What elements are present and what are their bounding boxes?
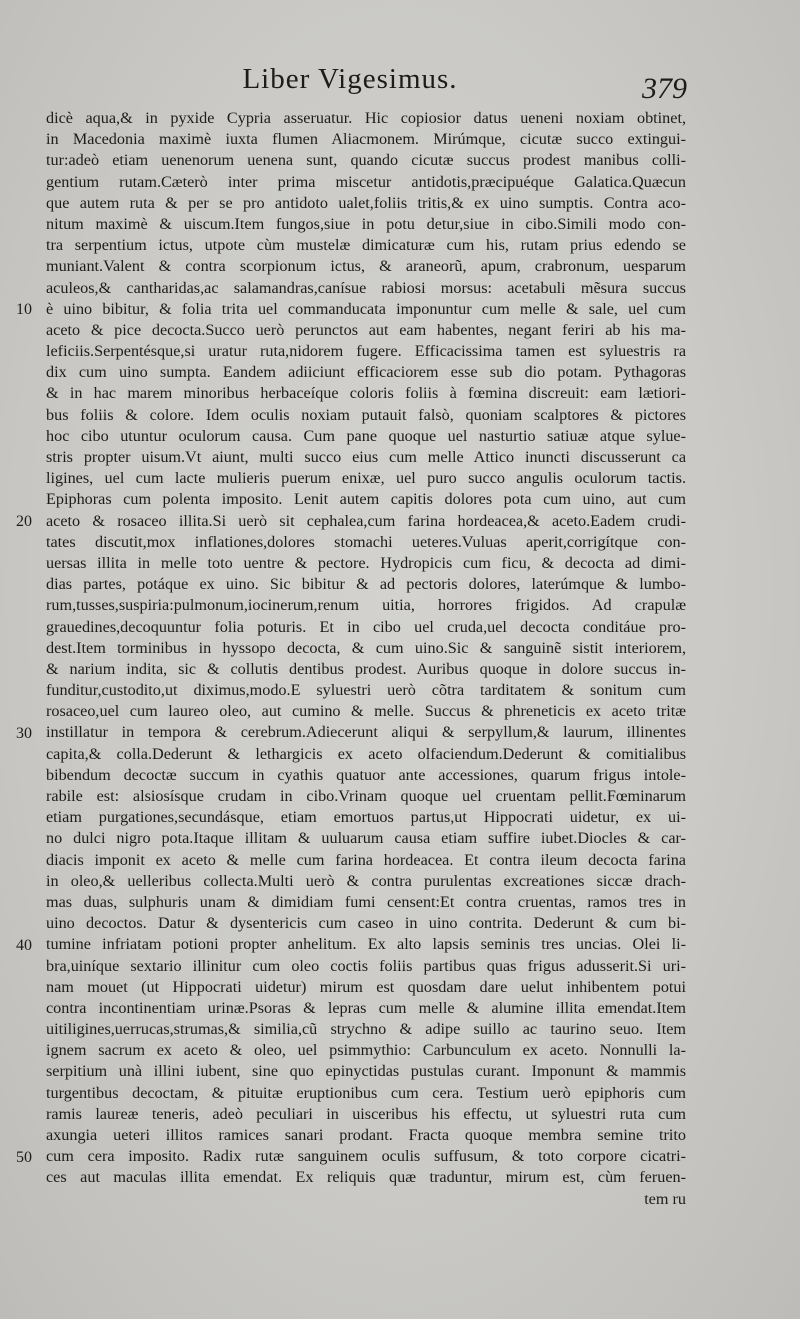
text-line: contra incontinentiam urinæ.Psoras & lepras cum melle & alumine illita emendat.Item — [46, 998, 686, 1017]
text-line: turgentibus decoctam, & pituitæ eruptionibus cum cera. Testium uerò epiphoris cum — [46, 1083, 686, 1102]
margin-line-number: 20 — [16, 512, 32, 530]
margin-line-number: 30 — [16, 724, 32, 742]
text-line: uino decoctos. Datur & dysentericis cum caseo in uino contrita. Dederunt & cum bi- — [46, 914, 686, 933]
text-line: serpitium unà illini iubent, sine quo epinyctidas pustulas curant. Imponunt & mammis — [46, 1062, 686, 1081]
text-line: diacis imponit ex aceto & melle cum farina hordeacea. Et contra ileum decocta farina — [46, 850, 686, 869]
text-line: dias partes, potáque ex uino. Sic bibitur & ad pectoris dolores, laterúmque & lumbo- — [46, 575, 686, 594]
text-line: rum,tusses,suspiria:pulmonum,iocinerum,renum uitia, horrores frigidos. Ad crapulæ — [46, 596, 686, 615]
text-line: gentium rutam.Cæterò inter prima miscetur antidotis,præcipuéque Galatica.Quæcun — [46, 172, 686, 191]
text-line: etiam purgationes,secundásque, etiam emortuos partus,ut Hippocrati uidetur, ex ui- — [46, 808, 686, 827]
catchword: tem ru — [644, 1189, 686, 1208]
text-line: bibendum decoctæ succum in cyathis quatuor ante accessiones, quarum frigus intole- — [46, 765, 686, 784]
text-line: ligines, uel cum lacte mulieris puerum enixæ, uel puro succo angulis oculorum tactis. — [46, 469, 686, 488]
text-line: axungia ueteri illitos ramices sanari prodant. Fracta quoque membra semine trito — [46, 1126, 686, 1144]
text-line: tra serpentium ictus, utpote cùm mustelæ dimicaturæ cum his, rutam prius edendo se — [46, 236, 686, 255]
running-head: Liber Vigesimus. — [242, 63, 458, 95]
margin-line-number: 10 — [16, 300, 32, 318]
text-line: ramis laureæ teneris, adeò peculiari in uisceribus his effectu, ut syluestri ruta cum — [46, 1104, 686, 1123]
text-line: que autem ruta & per se pro antidoto ualet,foliis tritis,& ex uino sumptis. Contra aco- — [46, 193, 686, 212]
text-line: leficiis.Serpentésque,si uratur ruta,nidorem fugere. Efficacissima tamen est syluestris ra — [46, 342, 686, 361]
text-line: aceto & pice decocta.Succo uerò perunctos aut eam habentes, negant feriri ab his ma- — [46, 320, 686, 339]
text-line: & narium indita, sic & collutis dentibus prodest. Auribus quoque in dolore succus in- — [46, 659, 686, 678]
text-line: hoc cibo utuntur oculorum causa. Cum pane quoque uel nasturtio satiuæ atque sylue- — [46, 426, 686, 445]
text-line: bra,uiníque sextario illinitur cum oleo coctis foliis partibus quas frigus adusserit.Si uri- — [46, 956, 686, 975]
text-line: nitum maximè & uiscum.Item fungos,siue in potu detur,siue in cibo.Simili modo con- — [46, 214, 686, 233]
text-line: ces aut maculas illita emendat. Ex reliquis quæ traduntur, mirum est, cùm feruen- — [46, 1168, 686, 1187]
text-line: stris propter uisum.Vt aiunt, multi succo eius cum melle Attico inuncti discusserunt ca — [46, 448, 686, 466]
text-line: uersas illita in melle toto uentre & pectore. Hydropicis cum ficu, & decocta ad dimi- — [46, 553, 686, 572]
text-line: muniant.Valent & contra scorpionum ictus, & araneorũ, apum, crabronum, uesparum — [46, 257, 686, 276]
text-line: aculeos,& cantharidas,ac salamandras,canísue rabiosi morsus: acetabuli mẽsura succus — [46, 278, 686, 297]
text-line: bus foliis & colore. Idem oculis noxiam putauit falsò, quoniam scalptores & pictores — [46, 405, 686, 424]
text-line: tumine infriatam potioni propter anhelitum. Ex alto lapsis seminis tres uncias. Olei li- — [46, 935, 686, 954]
text-line: rabile est: alsiosísque crudam in cibo.Vrinam quoque uel cruentam pellit.Fœminarum — [46, 787, 686, 805]
text-line: & in hac marem minoribus herbaceíque coloris foliis à fœmina discreuit: eam lætiori- — [46, 384, 686, 403]
text-line: instillatur in tempora & cerebrum.Adiecerunt aliqui & serpyllum,& laurum, illinentes — [46, 723, 686, 742]
text-line: aceto & rosaceo illita.Si uerò sit cephalea,cum farina hordeacea,& aceto.Eadem crudi- — [46, 511, 686, 530]
text-line: funditur,custodito,ut diximus,modo.E syluestri uerò cõtra tarditatem & sonitum cum — [46, 681, 686, 700]
text-line: no dulci nigro pota.Itaque illitam & uuluarum causa etiam suffire iubet.Diocles & car- — [46, 829, 686, 848]
text-line: è uino bibitur, & folia trita uel commanducata imponuntur cum melle & sale, uel cum — [46, 299, 686, 318]
text-line: grauedines,decoquuntur folia poturis. Et in cibo uel cruda,uel decocta conditáue pro- — [46, 617, 686, 636]
text-line: in oleo,& uelleribus collecta.Multi uerò & contra purulentas excreationes siccæ drach- — [46, 871, 686, 890]
text-line: dest.Item torminibus in hyssopo decocta, & cum uino.Sic & sanguinẽ sistit interiorem, — [46, 638, 686, 657]
page-number: 379 — [642, 72, 687, 105]
body-text — [46, 108, 686, 1210]
text-line: tates discutit,mox inflationes,dolores stomachi ueteres.Vuluas aperit,corrigítque con- — [46, 532, 686, 551]
text-line: rosaceo,uel cum laureo oleo, aut cumino & melle. Succus & phreneticis ex aceto tritæ — [46, 702, 686, 721]
text-line: ignem sacrum ex aceto & oleo, uel psimmythio: Carbunculum ex aceto. Nonnulli la- — [46, 1041, 686, 1060]
text-line: dix cum uino sumpta. Eandem adiiciunt efficaciorem esse sub dio potam. Pythagoras — [46, 363, 686, 382]
text-line: capita,& colla.Dederunt & lethargicis ex aceto olfaciendum.Dederunt & comitialibus — [46, 744, 686, 763]
text-line: cum cera imposito. Radix rutæ sanguinem oculis suffusum, & toto corpore cicatri- — [46, 1147, 686, 1166]
margin-line-number: 50 — [16, 1148, 32, 1166]
text-line: dicè aqua,& in pyxide Cypria asseruatur. Hic copiosior datus ueneni noxiam obtinet, — [46, 109, 686, 127]
margin-line-number: 40 — [16, 936, 32, 954]
text-line: nam mouet (ut Hippocrati uidetur) mirum est quosdam dare uelut inhibentem potui — [46, 977, 686, 996]
text-line: uitiligines,uerrucas,strumas,& similia,cũ strychno & adipe suillo ac taurino seuo. Item — [46, 1020, 686, 1039]
text-line: tur:adeò etiam uenenorum uenena sunt, quando cicutæ succus prodest manibus colli- — [46, 151, 686, 170]
text-line: mas duas, sulphuris unam & dimidiam fumi censent:Et contra cruentas, ramos tres in — [46, 892, 686, 911]
text-line: in Macedonia maximè iuxta flumen Aliacmonem. Mirúmque, cicutæ succo extingui- — [46, 130, 686, 149]
text-line: Epiphoras cum polenta imposito. Lenit autem capitis dolores pota cum uino, aut cum — [46, 490, 686, 509]
